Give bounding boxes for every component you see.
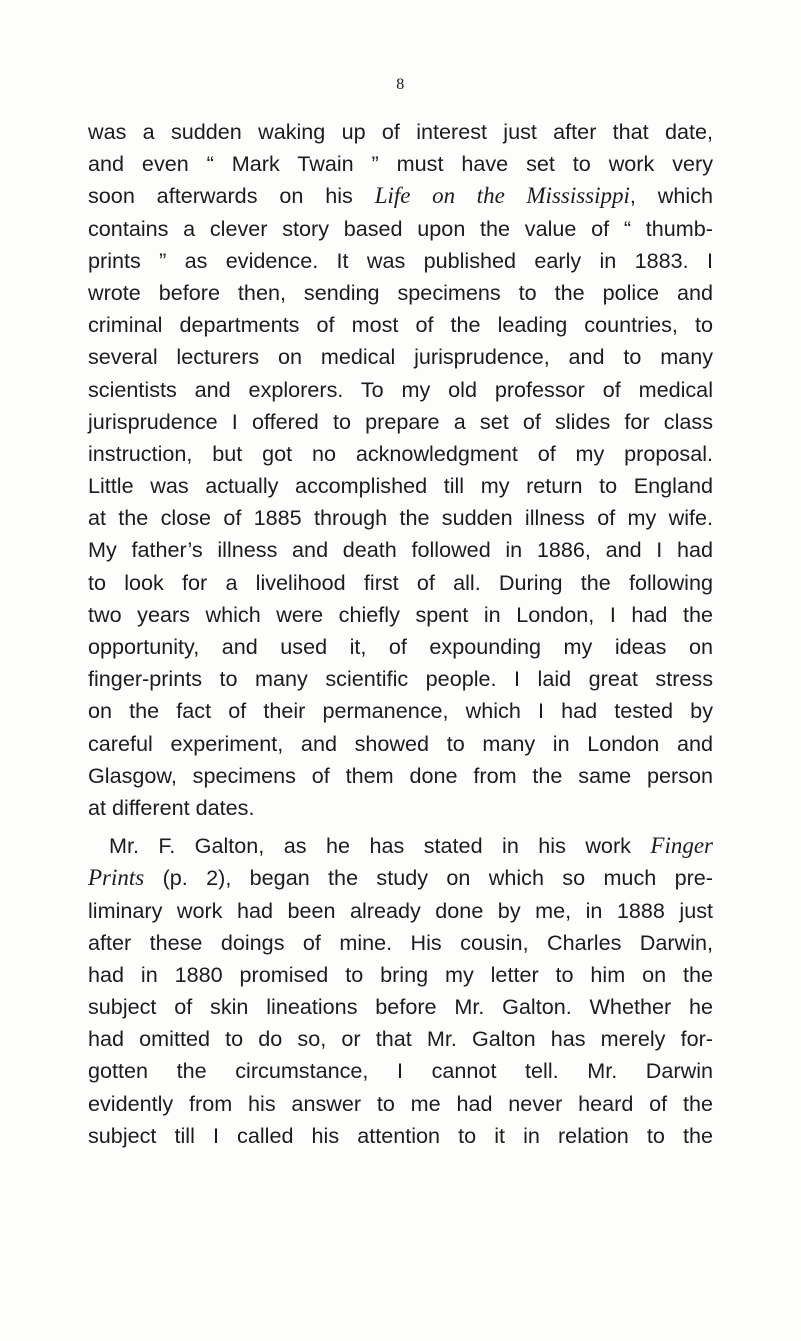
page-number: 8 xyxy=(396,76,405,93)
book-title-italic: Life on the Mississippi xyxy=(374,183,630,209)
text-line: careful experiment, and showed to many in London and xyxy=(88,730,713,756)
text-line xyxy=(88,180,713,212)
text-line: gotten the circumstance, I cannot tell. Mr. Darwin xyxy=(88,1058,713,1084)
text-line: scientists and explorers. To my old professor of medical xyxy=(88,376,713,402)
text-line: two years which were chiefly spent in London, I had the xyxy=(88,601,713,627)
text-line: had omitted to do so, or that Mr. Galton has merely for- xyxy=(88,1026,713,1052)
text-line: had in 1880 promised to bring my letter to him on the xyxy=(88,961,713,987)
paragraph-2 xyxy=(88,830,713,1152)
text-run: soon afterwards on his xyxy=(88,183,375,209)
book-title-italic: Finger xyxy=(650,833,713,859)
text-line: and even “ Mark Twain ” must have set to work very xyxy=(88,151,713,177)
text-line: criminal departments of most of the leading countries, to xyxy=(88,312,713,338)
text-line: finger-prints to many scientific people. I laid great stress xyxy=(88,666,713,692)
text-line xyxy=(88,862,713,894)
text-line: several lecturers on medical jurisprudence, and to many xyxy=(88,344,713,370)
text-line: to look for a livelihood first of all. During the following xyxy=(88,569,713,595)
text-line: evidently from his answer to me had never heard of the xyxy=(88,1090,713,1116)
text-line: subject of skin lineations before Mr. Galton. Whether he xyxy=(88,994,713,1020)
text-line: at the close of 1885 through the sudden illness of my wife. xyxy=(88,505,713,531)
body-text xyxy=(88,116,713,1152)
book-title-italic: Prints xyxy=(88,865,145,891)
text-run: , which xyxy=(629,183,713,209)
text-line: wrote before then, sending specimens to the police and xyxy=(88,279,713,305)
text-line: at different dates. xyxy=(88,794,255,820)
text-line: on the fact of their permanence, which I had tested by xyxy=(88,698,713,724)
text-line: prints ” as evidence. It was published early in 1883. I xyxy=(88,247,713,273)
text-line: subject till I called his attention to it in relation to the xyxy=(88,1122,713,1148)
text-line: contains a clever story based upon the value of “ thumb- xyxy=(88,215,713,241)
text-line: liminary work had been already done by me, in 1888 just xyxy=(88,897,713,923)
text-line: Little was actually accomplished till my return to England xyxy=(88,473,713,499)
text-line: opportunity, and used it, of expounding my ideas on xyxy=(88,634,713,659)
paragraph-1 xyxy=(88,116,713,824)
text-line xyxy=(88,830,713,862)
text-line: jurisprudence I offered to prepare a set of slides for class xyxy=(88,408,713,434)
text-line: was a sudden waking up of interest just after that date, xyxy=(88,119,713,144)
text-line: after these doings of mine. His cousin, Charles Darwin, xyxy=(88,929,713,955)
text-line: My father’s illness and death followed in 1886, and I had xyxy=(88,537,713,563)
text-line: instruction, but got no acknowledgment of my proposal. xyxy=(88,440,713,466)
text-run: Mr. F. Galton, as he has stated in his work xyxy=(109,833,651,859)
text-line: Glasgow, specimens of them done from the same person xyxy=(88,762,713,788)
text-run: (p. 2), began the study on which so much pre- xyxy=(144,865,713,891)
